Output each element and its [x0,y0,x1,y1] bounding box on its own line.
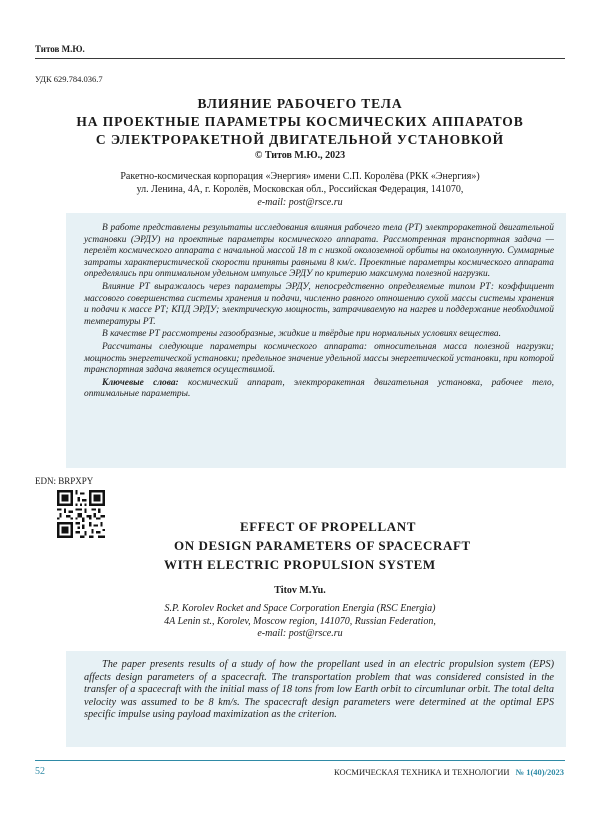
ru-abstract-paragraph: Влияние РТ выражалось через параметры ЭРДУ, непосредственно определяемые типом РТ: коэффициент массового совершенства системы хранения и подачи, численно равного отношению сухой массы системы хранения и подачи к массе РТ; КПД ЭРДУ; электрическую мощность, затрачиваемую на нагрев и поддержание необходимой температуры РТ. [84,281,554,327]
running-head-author: Титов М.Ю. [35,44,85,54]
journal-footer [334,767,564,777]
en-title-line: ON DESIGN PARAMETERS OF SPACECRAFT [174,538,471,553]
header-rule [35,58,565,59]
edn-code: EDN: BRPXPY [35,476,94,486]
ru-abstract-paragraph: В работе представлены результаты исследования влияния рабочего тела (РТ) электроракетной двигательной установки (ЭРДУ) на проектные параметры космического аппарата. Рассмотренная транспортная задача — перелёт космического аппарата с начальной массой 18 т с низкой околоземной орбиты на окололунную. Суммарные затраты характеристической скорости приняты равными 8 км/с. Проектные параметры космического аппарата определялись при оптимальном удельном импульсе ЭРДУ по критерию максимума полезной нагрузки. [84,223,554,280]
en-title-line: EFFECT OF PROPELLANT [240,519,416,534]
ru-keywords [84,378,554,401]
en-affiliation [35,603,565,641]
en-abstract-paragraph: The paper presents results of a study of how the propellant used in an electric propulsion system (EPS) affects design parameters of a spacecraft. The transportation problem that was considered consisted in the transfer of a spacecraft with the initial mass of 18 tons from low Earth orbit to circumlunar orbit. The total delta velocity was assumed to be 8 km/s. The spacecraft design parameters were determined at the optimal EPS specific impulse using payload maximization as the criterion. [84,659,554,720]
ru-affiliation-line: ул. Ленина, 4А, г. Королёв, Московская обл., Российская Федерация, 141070, [136,184,464,195]
ru-title [35,95,565,149]
ru-email: e-mail: post@rsce.ru [257,197,343,208]
en-affiliation-line: S.P. Korolev Rocket and Space Corporation Energia (RSC Energia) [164,603,436,614]
ru-abstract-box [66,213,566,468]
ru-affiliation [35,170,565,209]
journal-name: КОСМИЧЕСКАЯ ТЕХНИКА И ТЕХНОЛОГИИ [334,767,510,777]
ru-keywords-text: космический аппарат, электроракетная двигательная установка, рабочее тело, оптимальные параметры. [84,377,554,400]
en-email: e-mail: post@rsce.ru [257,628,343,639]
ru-affiliation-line: Ракетно-космическая корпорация «Энергия» имени С.П. Королёва (РКК «Энергия») [120,171,480,182]
en-abstract-box [66,651,566,747]
en-author: Titov M.Yu. [274,585,326,596]
ru-title-line: С ЭЛЕКТРОРАКЕТНОЙ ДВИГАТЕЛЬНОЙ УСТАНОВКОЙ [95,132,505,147]
ru-copyright: © Титов М.Ю., 2023 [254,150,346,161]
en-affiliation-line: 4A Lenin st., Korolev, Moscow region, 141070, Russian Federation, [164,615,436,627]
ru-keywords-label: Ключевые слова: [102,377,179,388]
en-title-line: WITH ELECTRIC PROPULSION SYSTEM [164,557,436,572]
ru-title-line: ВЛИЯНИЕ РАБОЧЕГО ТЕЛА [197,96,403,111]
en-title [110,517,550,574]
footer-rule [35,760,565,761]
udk-code: УДК 629.784.036.7 [35,74,103,84]
journal-issue: № 1(40)/2023 [515,767,564,777]
page-number: 52 [35,766,45,777]
qr-code-icon [57,490,105,538]
ru-title-line: НА ПРОЕКТНЫЕ ПАРАМЕТРЫ КОСМИЧЕСКИХ АППАРАТОВ [76,114,524,129]
ru-abstract-paragraph: Рассчитаны следующие параметры космического аппарата: относительная масса полезной нагрузки; мощность энергетической установки; предельное значение удельной массы энергетической установки, при которой транспортная задача является осуществимой. [84,341,554,376]
ru-abstract-paragraph: В качестве РТ рассмотрены газообразные, жидкие и твёрдые при нормальных условиях вещества. [102,329,501,340]
